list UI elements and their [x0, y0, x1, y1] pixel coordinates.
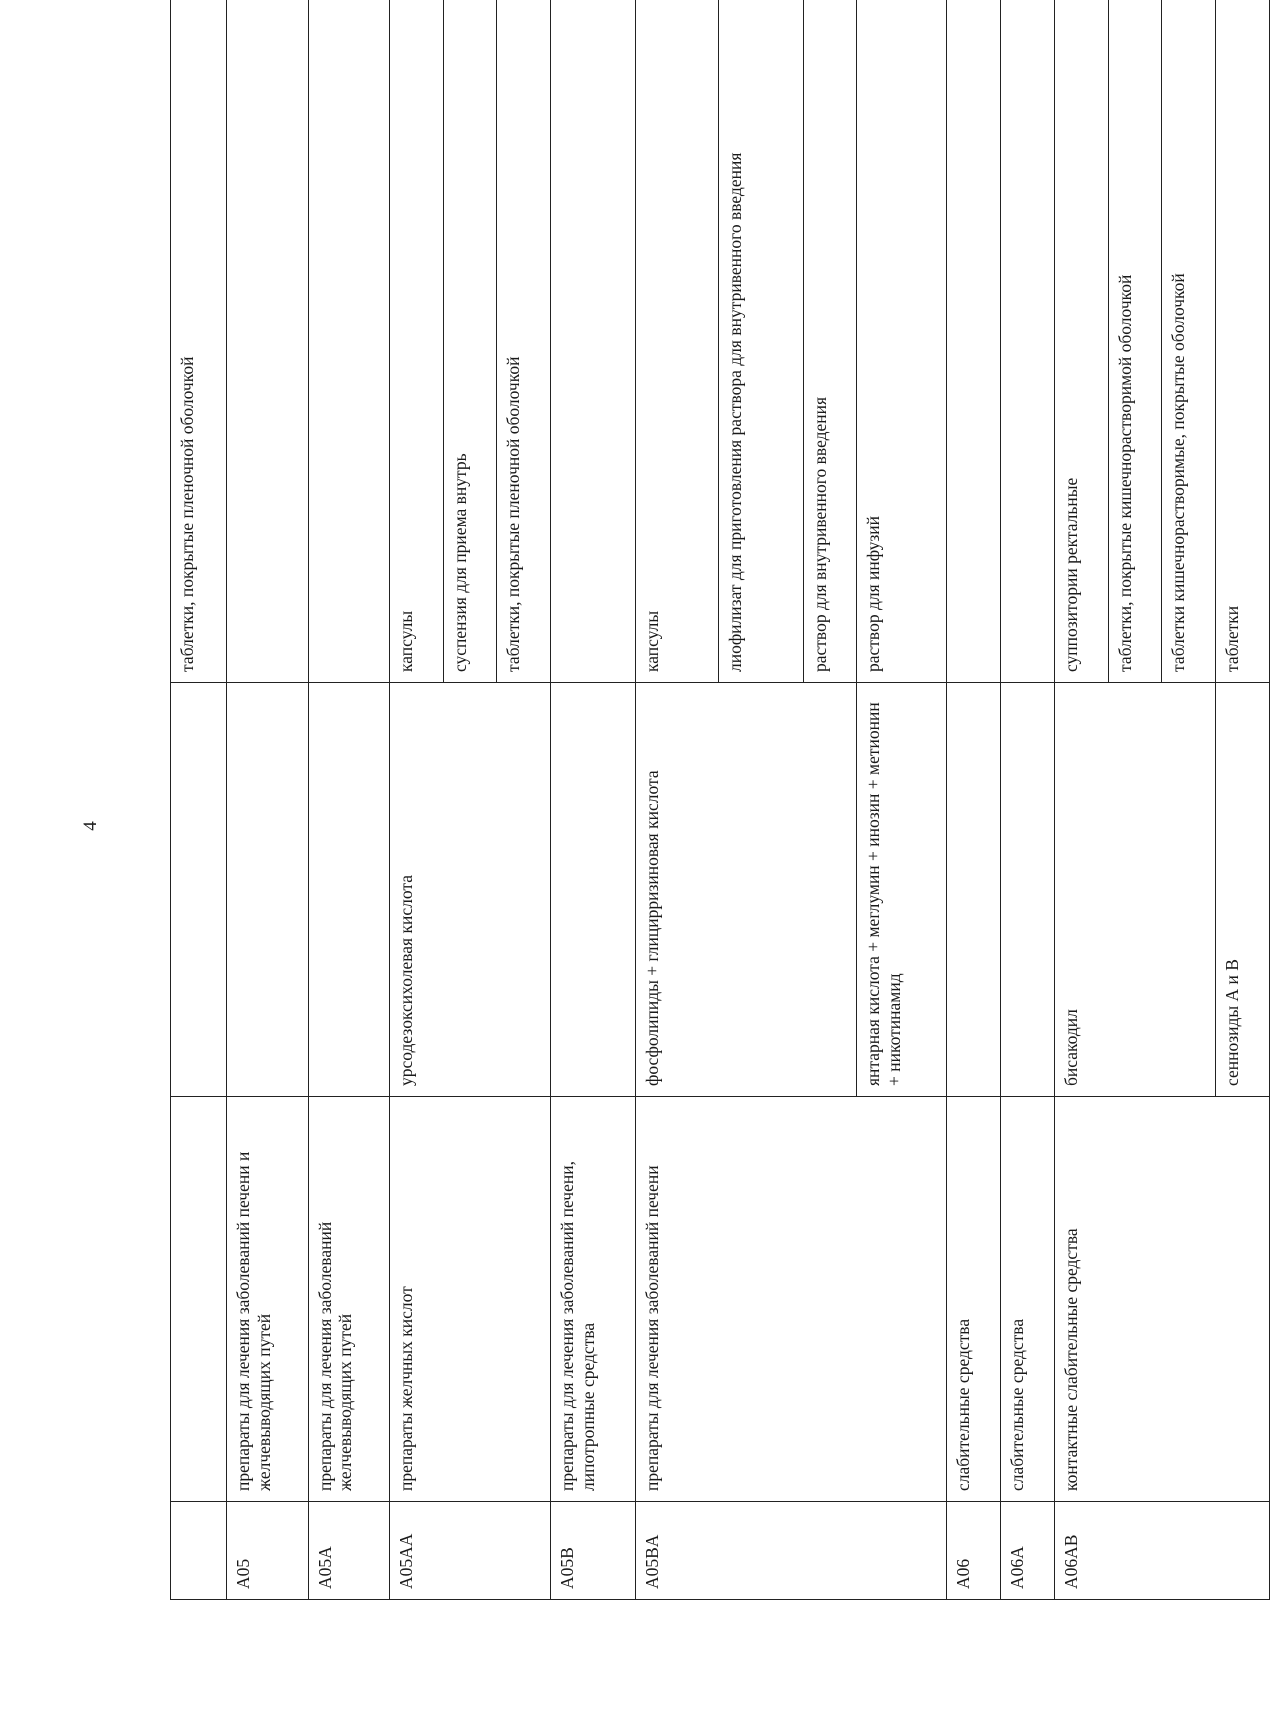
group-cell: препараты для лечения заболеваний желчевыводящих путей [308, 1097, 389, 1502]
code-cell: A05B [551, 1502, 636, 1600]
group-cell: препараты для лечения заболеваний печени, липотропные средства [551, 1097, 636, 1502]
form-cell: лиофилизат для приготовления раствора для внутривенного введения [718, 0, 803, 683]
drug-cell [308, 683, 389, 1097]
form-cell [227, 0, 308, 683]
drug-cell [227, 683, 308, 1097]
form-cell: таблетки кишечнорастворимые, покрытые оболочкой [1162, 0, 1216, 683]
group-cell: слабительные средства [947, 1097, 1001, 1502]
page-number: 4 [80, 821, 101, 831]
code-cell [171, 1502, 227, 1600]
form-cell: таблетки, покрытые кишечнорастворимой оболочкой [1108, 0, 1162, 683]
form-cell: таблетки, покрытые пленочной оболочкой [171, 0, 227, 683]
form-cell: суспензия для приема внутрь [443, 0, 497, 683]
form-cell: капсулы [389, 0, 443, 683]
drug-cell [551, 683, 636, 1097]
table-row [171, 0, 227, 1600]
drug-cell [947, 683, 1001, 1097]
drug-cell: урсодезоксихолевая кислота [389, 683, 550, 1097]
table-row [947, 0, 1001, 1600]
drug-cell: янтарная кислота + меглумин + инозин + метионин + никотинамид [857, 683, 947, 1097]
code-cell: A05AA [389, 1502, 550, 1600]
table-row [308, 0, 389, 1600]
code-cell: A05BA [636, 1502, 947, 1600]
code-cell: A05A [308, 1502, 389, 1600]
form-cell: капсулы [636, 0, 719, 683]
group-cell: слабительные средства [1001, 1097, 1055, 1502]
rotated-page-content [170, 0, 1270, 1600]
drug-list-table [170, 0, 1270, 1600]
table-row [551, 0, 636, 1600]
drug-cell [171, 683, 227, 1097]
table-row [1054, 0, 1108, 1600]
group-cell: контактные слабительные средства [1054, 1097, 1269, 1502]
form-cell [551, 0, 636, 683]
code-cell: A05 [227, 1502, 308, 1600]
group-cell [171, 1097, 227, 1502]
form-cell: раствор для внутривенного введения [803, 0, 857, 683]
form-cell [947, 0, 1001, 683]
code-cell: A06AB [1054, 1502, 1269, 1600]
code-cell: A06 [947, 1502, 1001, 1600]
form-cell: раствор для инфузий [857, 0, 947, 683]
form-cell: суппозитории ректальные [1054, 0, 1108, 683]
drug-cell: фосфолипиды + глицирризиновая кислота [636, 683, 857, 1097]
form-cell: таблетки, покрытые пленочной оболочкой [497, 0, 551, 683]
drug-cell: бисакодил [1054, 683, 1215, 1097]
table-row [389, 0, 443, 1600]
table-row [636, 0, 719, 1600]
form-cell [308, 0, 389, 683]
group-cell: препараты для лечения заболеваний печени [636, 1097, 947, 1502]
form-cell [1001, 0, 1055, 683]
table-row [1001, 0, 1055, 1600]
drug-cell: сеннозиды А и В [1216, 683, 1270, 1097]
table-row [227, 0, 308, 1600]
group-cell: препараты желчных кислот [389, 1097, 550, 1502]
group-cell: препараты для лечения заболеваний печени и желчевыводящих путей [227, 1097, 308, 1502]
drug-cell [1001, 683, 1055, 1097]
code-cell: A06A [1001, 1502, 1055, 1600]
form-cell: таблетки [1216, 0, 1270, 683]
